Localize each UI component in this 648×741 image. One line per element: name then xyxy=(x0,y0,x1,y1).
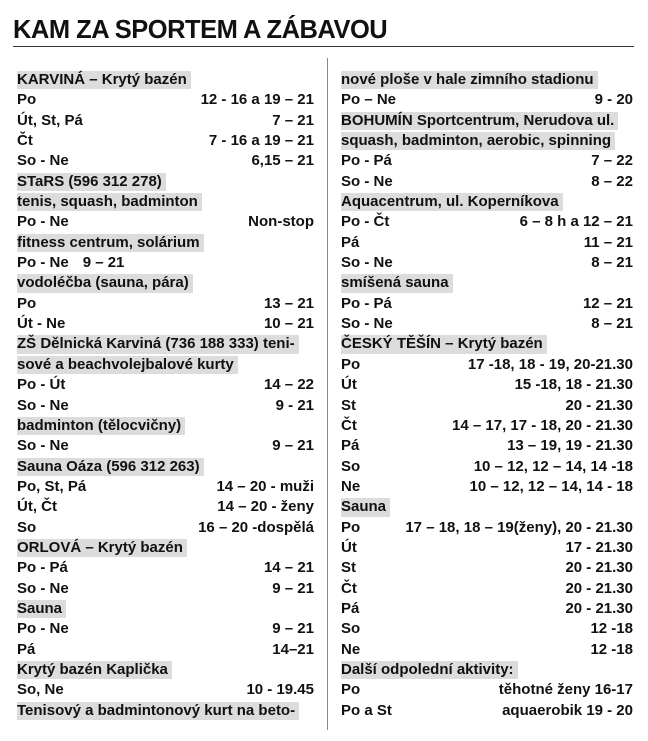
schedule-days: Pá xyxy=(341,437,360,455)
section-header-text: vodoléčba (sauna, pára) xyxy=(17,274,189,292)
schedule-days: Po - Ne xyxy=(17,213,69,231)
schedule-hours: 7 – 22 xyxy=(591,152,633,170)
section-header-text: Sauna xyxy=(341,498,387,516)
schedule-row xyxy=(341,375,633,395)
schedule-hours: 20 - 21.30 xyxy=(565,579,633,597)
schedule-days: Čt xyxy=(17,132,33,150)
section-header-text: Aquacentrum, ul. Koperníkova xyxy=(341,193,559,211)
schedule-row xyxy=(341,436,633,456)
schedule-hours: 20 - 21.30 xyxy=(565,599,633,617)
schedule-hours: 14 – 17, 17 - 18, 20 - 21.30 xyxy=(452,416,633,434)
schedule-row xyxy=(341,558,633,578)
schedule-row xyxy=(17,436,314,456)
section-header-text: badminton (tělocvičny) xyxy=(17,416,182,434)
schedule-days: Po - Pá xyxy=(341,294,392,312)
section-header xyxy=(17,457,314,477)
schedule-hours: 12 – 21 xyxy=(582,294,633,312)
schedule-row xyxy=(341,416,633,436)
schedule-row xyxy=(17,131,314,151)
schedule-hours: 8 – 22 xyxy=(591,172,633,190)
section-header-text: tenis, squash, badminton xyxy=(17,193,198,211)
schedule-hours: 13 – 21 xyxy=(263,294,314,312)
schedule-row xyxy=(341,579,633,599)
schedule-days: Po a St xyxy=(341,701,392,719)
schedule-hours: 14 – 20 - ženy xyxy=(217,498,314,516)
schedule-days: Pá xyxy=(341,233,360,251)
schedule-days: Čt xyxy=(341,579,357,597)
left-column xyxy=(17,70,314,721)
schedule-days: Po - Pá xyxy=(17,559,68,577)
schedule-hours: 12 - 16 a 19 – 21 xyxy=(200,91,314,109)
schedule-hours: 17 -18, 18 - 19, 20-21.30 xyxy=(467,355,633,373)
schedule-hours: 7 – 21 xyxy=(272,111,314,129)
section-header xyxy=(341,497,633,517)
schedule-hours: aquaerobik 19 - 20 xyxy=(502,701,633,719)
section-header xyxy=(17,70,314,90)
title-rule xyxy=(13,46,634,47)
section-header xyxy=(17,355,314,375)
schedule-row xyxy=(341,253,633,273)
section-header-text: Další odpolední aktivity: xyxy=(341,660,514,678)
schedule-days: Pá xyxy=(17,640,36,658)
schedule-hours: 20 - 21.30 xyxy=(565,559,633,577)
schedule-row xyxy=(341,314,633,334)
schedule-row xyxy=(341,680,633,700)
schedule-days: Po xyxy=(341,681,361,699)
schedule-days: So - Ne xyxy=(17,437,69,455)
schedule-row xyxy=(17,90,314,110)
schedule-row xyxy=(341,538,633,558)
schedule-days: So - Ne xyxy=(17,396,69,414)
right-column xyxy=(341,70,633,721)
section-header xyxy=(341,131,633,151)
schedule-row xyxy=(341,355,633,375)
section-header xyxy=(17,273,314,293)
section-header-text: sové a beachvolejbalové kurty xyxy=(17,355,234,373)
section-header xyxy=(17,334,314,354)
schedule-hours: 9 – 21 xyxy=(272,579,314,597)
section-header-text: Krytý bazén Kaplička xyxy=(17,660,168,678)
section-header-text: fitness centrum, solárium xyxy=(17,233,200,251)
schedule-days: So - Ne xyxy=(17,152,69,170)
schedule-hours: 11 – 21 xyxy=(583,233,633,251)
section-header xyxy=(341,273,633,293)
schedule-hours: Non-stop xyxy=(248,213,314,231)
schedule-days: So xyxy=(17,518,37,536)
schedule-row xyxy=(17,497,314,517)
section-header xyxy=(341,70,633,90)
section-header xyxy=(17,660,314,680)
schedule-row xyxy=(17,212,314,232)
schedule-hours: 14–21 xyxy=(272,640,314,658)
schedule-row xyxy=(17,253,314,273)
column-divider xyxy=(327,58,328,730)
schedule-days: Út, Čt xyxy=(17,498,57,516)
schedule-days: So xyxy=(341,620,361,638)
section-header-text: Tenisový a badmintonový kurt na beto- xyxy=(17,701,296,719)
schedule-days: Po, St, Pá xyxy=(17,477,87,495)
schedule-days: Ne xyxy=(341,640,361,658)
section-header-text: ČESKÝ TĚŠÍN – Krytý bazén xyxy=(341,335,543,353)
section-header xyxy=(17,599,314,619)
schedule-days: So - Ne xyxy=(341,254,393,272)
section-header xyxy=(17,192,314,212)
schedule-days: Po xyxy=(341,518,361,536)
section-header xyxy=(17,701,314,721)
schedule-row xyxy=(17,619,314,639)
schedule-days: Út xyxy=(341,376,357,394)
schedule-hours: 15 -18, 18 - 21.30 xyxy=(514,376,633,394)
schedule-row xyxy=(341,396,633,416)
schedule-days: Čt xyxy=(341,416,357,434)
schedule-days: St xyxy=(341,559,356,577)
schedule-row xyxy=(17,477,314,497)
section-header-text: smíšená sauna xyxy=(341,274,449,292)
schedule-days: Po - Čt xyxy=(341,213,390,231)
schedule-row xyxy=(341,640,633,660)
schedule-days: So - Ne xyxy=(17,579,69,597)
schedule-hours: 6,15 – 21 xyxy=(251,152,314,170)
schedule-days: So - Ne xyxy=(341,315,393,333)
schedule-row xyxy=(341,212,633,232)
schedule-hours: 9 – 21 xyxy=(82,254,125,272)
schedule-days: Út xyxy=(341,538,357,556)
section-header-text: BOHUMÍN Sportcentrum, Nerudova ul. xyxy=(341,111,615,129)
schedule-days: So xyxy=(341,457,361,475)
schedule-hours: 9 - 20 xyxy=(594,91,633,109)
schedule-row xyxy=(341,172,633,192)
schedule-row xyxy=(17,151,314,171)
schedule-hours: těhotné ženy 16-17 xyxy=(498,681,633,699)
schedule-hours: 17 – 18, 18 – 19(ženy), 20 - 21.30 xyxy=(405,518,633,536)
schedule-hours: 10 – 12, 12 – 14, 14 - 18 xyxy=(469,477,633,495)
schedule-days: So - Ne xyxy=(341,172,393,190)
schedule-row xyxy=(341,701,633,721)
schedule-row xyxy=(17,680,314,700)
section-header xyxy=(17,416,314,436)
section-header xyxy=(341,660,633,680)
section-header-text: squash, badminton, aerobic, spinning xyxy=(341,132,612,150)
section-header xyxy=(17,233,314,253)
schedule-days: Po - Pá xyxy=(341,152,392,170)
schedule-hours: 9 - 21 xyxy=(275,396,314,414)
schedule-row xyxy=(17,375,314,395)
section-header-text: KARVINÁ – Krytý bazén xyxy=(17,71,187,88)
schedule-row xyxy=(17,111,314,131)
schedule-row xyxy=(17,314,314,334)
schedule-row xyxy=(341,90,633,110)
section-header-text: STaRS (596 312 278) xyxy=(17,172,162,190)
schedule-days: Po xyxy=(17,294,37,312)
schedule-row xyxy=(341,233,633,253)
schedule-hours: 20 - 21.30 xyxy=(565,396,633,414)
section-header-text: ZŠ Dělnická Karviná (736 188 333) teni- xyxy=(17,335,295,353)
section-header-text: Sauna Oáza (596 312 263) xyxy=(17,457,200,475)
schedule-hours: 7 - 16 a 19 – 21 xyxy=(208,132,314,150)
schedule-hours: 10 - 19.45 xyxy=(246,681,314,699)
schedule-hours: 16 – 20 -dospělá xyxy=(198,518,314,536)
schedule-days: Po - Ne xyxy=(17,620,69,638)
section-header-text: nové ploše v hale zimního stadionu xyxy=(341,71,594,88)
schedule-row xyxy=(341,477,633,497)
schedule-row xyxy=(341,457,633,477)
schedule-days: Út - Ne xyxy=(17,315,66,333)
page-title: KAM ZA SPORTEM A ZÁBAVOU xyxy=(13,14,388,44)
section-header xyxy=(341,192,633,212)
schedule-days: So, Ne xyxy=(17,681,64,699)
schedule-row xyxy=(17,518,314,538)
schedule-hours: 14 – 21 xyxy=(263,559,314,577)
schedule-hours: 9 – 21 xyxy=(272,620,314,638)
section-header xyxy=(17,538,314,558)
schedule-hours: 10 – 21 xyxy=(263,315,314,333)
schedule-hours: 6 – 8 h a 12 – 21 xyxy=(519,213,633,231)
schedule-row xyxy=(341,151,633,171)
section-header-text: ORLOVÁ – Krytý bazén xyxy=(17,538,183,556)
schedule-hours: 8 – 21 xyxy=(591,254,633,272)
section-header xyxy=(341,334,633,354)
schedule-days: Pá xyxy=(341,599,360,617)
schedule-hours: 13 – 19, 19 - 21.30 xyxy=(507,437,633,455)
schedule-days: Út, St, Pá xyxy=(17,111,83,129)
schedule-row xyxy=(341,599,633,619)
schedule-days: Ne xyxy=(341,477,361,495)
schedule-days: St xyxy=(341,396,356,414)
schedule-row xyxy=(341,619,633,639)
section-header xyxy=(17,172,314,192)
schedule-hours: 14 – 22 xyxy=(263,376,314,394)
schedule-hours: 14 – 20 - muži xyxy=(216,477,314,495)
schedule-hours: 12 -18 xyxy=(590,640,633,658)
schedule-row xyxy=(341,294,633,314)
schedule-hours: 10 – 12, 12 – 14, 14 -18 xyxy=(473,457,633,475)
schedule-hours: 12 -18 xyxy=(590,620,633,638)
schedule-row xyxy=(17,396,314,416)
schedule-days: Po - Út xyxy=(17,376,66,394)
schedule-hours: 17 - 21.30 xyxy=(565,538,633,556)
schedule-hours: 8 – 21 xyxy=(591,315,633,333)
section-header-text: Sauna xyxy=(17,599,63,617)
schedule-hours: 9 – 21 xyxy=(272,437,314,455)
schedule-row xyxy=(17,558,314,578)
schedule-days: Po – Ne xyxy=(341,91,397,109)
schedule-row xyxy=(17,579,314,599)
schedule-days: Po xyxy=(341,355,361,373)
schedule-row xyxy=(341,518,633,538)
schedule-days: Po xyxy=(17,91,37,109)
schedule-row xyxy=(17,294,314,314)
schedule-row xyxy=(17,640,314,660)
section-header xyxy=(341,111,633,131)
schedule-days: Po - Ne xyxy=(17,254,69,272)
